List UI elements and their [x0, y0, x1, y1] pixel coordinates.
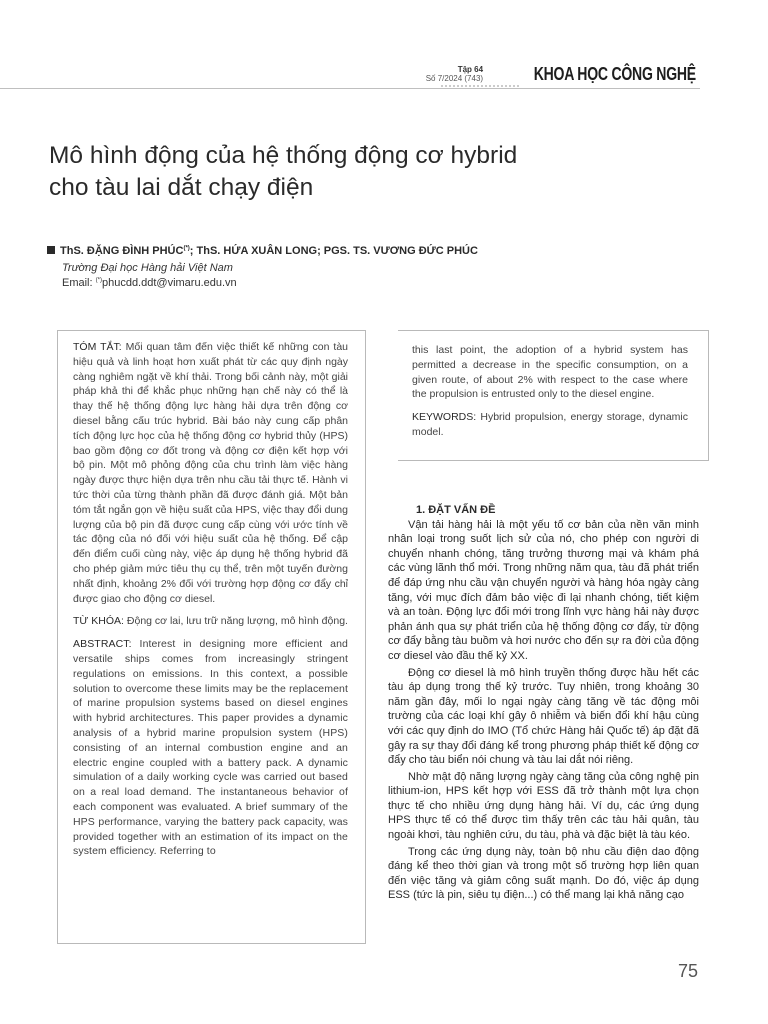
journal-name: KHOA HỌC CÔNG NGHỆ: [533, 64, 696, 84]
contact-email: [62, 277, 237, 289]
email-mark: (*): [95, 277, 102, 284]
article-title: [49, 140, 689, 204]
issue-label: Số 7/2024 (743): [425, 74, 484, 83]
abstract-en: [73, 637, 348, 859]
author-others: ; ThS. HỨA XUÂN LONG; PGS. TS. VƯƠNG ĐỨC PHÚC: [189, 245, 478, 257]
author-list: [47, 245, 478, 257]
body-paragraph: Vận tải hàng hải là một yếu tố cơ bản của nền văn minh nhân loại trong suốt lịch sử của nó, cho phép con người di chuyển nhanh chóng, tăng trưởng thương mại và khám phá các vùng lãnh thổ mới. Trong những năm qua, tàu đã phát triển để đáp ứng nhu cầu vận chuyển người và hàng hóa ngày càng tăng, với mục đích đảm bảo việc đi lại nhanh chóng, tiết kiệm và an toàn. Động lực đổi mới trong lĩnh vực hàng hải này được phản ánh qua sự phát triển của hệ thống động cơ đẩy, từ động cơ đẩy bằng tàu buồm và hơi nước cho đến sự ra đời của động cơ diesel vào đầu thế kỷ XX.: [388, 518, 699, 662]
keywords-en-heading: KEYWORDS:: [412, 411, 477, 424]
keywords-vi: [73, 614, 348, 629]
abstract-en-continued: this last point, the adoption of a hybrid system has permitted a decrease in the specific consumption, on a given route, of about 2% with respect to the case where the propulsion is entrusted only to the diesel engine.: [412, 344, 688, 401]
abstract-right-column: [412, 343, 688, 448]
volume-label: Tập 64: [457, 65, 484, 74]
abstract-vi-heading: TÓM TẮT:: [73, 341, 122, 353]
keywords-vi-heading: TỪ KHÓA:: [73, 615, 124, 628]
journal-header: [426, 64, 696, 85]
abstract-vi: [73, 340, 348, 606]
header-divider: [0, 88, 700, 89]
author-first: ThS. ĐẶNG ĐÌNH PHÚC: [60, 245, 184, 257]
keywords-vi-text: Động cơ lai, lưu trữ năng lượng, mô hình động.: [123, 615, 348, 628]
keywords-en-text: Hybrid propulsion, energy storage, dynamic model.: [412, 411, 688, 438]
abstract-en-heading: ABSTRACT:: [73, 638, 132, 651]
issue-info: [426, 65, 483, 83]
body-paragraph: Nhờ mật độ năng lượng ngày càng tăng của công nghệ pin lithium-ion, HPS kết hợp với ESS đã trở thành một lựa chọn thực tế cho nhiều ứng dụng hàng hải. Ví dụ, các ứng dụng HPS thực tế có thể được tìm thấy trên các tàu hải quân, tàu ngoài khơi, tàu nghiên cứu, du tàu, phà và đặc biệt là tàu kéo.: [388, 770, 699, 842]
title-line-2: cho tàu lai dắt chạy điện: [49, 174, 314, 201]
keywords-en: [412, 410, 688, 440]
corresponding-mark: (*): [183, 245, 190, 252]
abstract-vi-text: Mối quan tâm đến việc thiết kế những con tàu hiệu quả và linh hoạt hơn xuất phát từ các quy định ngày càng nghiêm ngặt về khí thải. Trong bối cảnh này, một giải pháp khả thi để khắc phục những hạn chế này có thể là thay thế hệ thống động lực hàng hải dựa trên động cơ diesel bằng cấu trúc hybrid. Bài báo này cung cấp phân tích động lực học của hệ thống động cơ hybrid thủy (HPS) bao gồm động cơ đốt trong và động cơ điện kết hợp với bộ pin. Một mô phỏng động của chu trình làm việc hàng ngày được thực hiện dựa trên nhu cầu tải thực tế. Hành vi tức thời của từng thành phần đã được đánh giá. Một bản tóm tắt ngắn gọn về hiệu suất của HPS, việc thay đổi dung lượng của bộ pin đã được cung cấp cùng với ước tính về tác động của nó đối với hiệu suất của hệ thống. Để cập đến điểm cuối cùng này, việc áp dụng hệ thống hybrid đã cho phép giảm mức tiêu thụ cụ thể, trên một tuyến đường nhất định, khoảng 2% đối với trường hợp động cơ đẩy chỉ được giao cho động cơ diesel.: [73, 341, 349, 605]
body-paragraph: Trong các ứng dụng này, toàn bộ nhu cầu điện dao động đáng kể theo thời gian và trong một số trường hợp liên quan đến việc tăng và giảm công suất mạnh. Do đó, việc áp dụng ESS (tức là pin, siêu tụ điện...) có thể mang lại khả năng cạo: [388, 845, 699, 902]
affiliation: Trường Đại học Hàng hải Việt Nam: [62, 262, 233, 274]
email-address[interactable]: phucdd.ddt@vimaru.edu.vn: [101, 277, 237, 289]
page-number: 75: [677, 961, 698, 981]
section-heading: 1. ĐẶT VẤN ĐỀ: [416, 504, 496, 516]
abstract-en-text: Interest in designing more efficient and versatile ships comes from increasingly stringent regulations on emissions. In this context, a possible solution to overcome these limits may be the replacement of marine propulsion systems based on diesel engines with hybrid architectures. This paper provides a dynamic analysis of a hybrid marine propulsion system (HPS) consisting of an internal combustion engine and an electric engine coupled with a battery pack. A dynamic simulation of a daily working cycle was carried out based on a real load demand. The instantaneous behavior of each component was evaluated. A brief summary of the HPS performance, varying the battery pack capacity, was provided together with an estimation of its impact on the system efficiency. Referring to: [73, 638, 348, 858]
bullet-square-icon: [47, 246, 55, 254]
body-column: [388, 503, 699, 905]
abstract-left-column: [73, 340, 348, 867]
title-line-1: Mô hình động của hệ thống động cơ hybrid: [49, 142, 518, 169]
body-paragraph: Động cơ diesel là mô hình truyền thống được hầu hết các tàu áp dụng trong thế kỷ trước. Tuy nhiên, trong khoảng 30 năm gần đây, mối lo ngại ngày càng tăng về tác động môi trường của các loại khí gây ô nhiễm và biến đổi khí hậu cùng với các quy định do IMO (Tổ chức Hàng hải Quốc tế) áp đặt đã gây ra sự thay đổi đáng kể trong phương pháp thiết kế động cơ đẩy cho tàu biển nói chung và tàu lai dắt nói riêng.: [388, 666, 699, 767]
email-label: Email:: [62, 277, 96, 289]
